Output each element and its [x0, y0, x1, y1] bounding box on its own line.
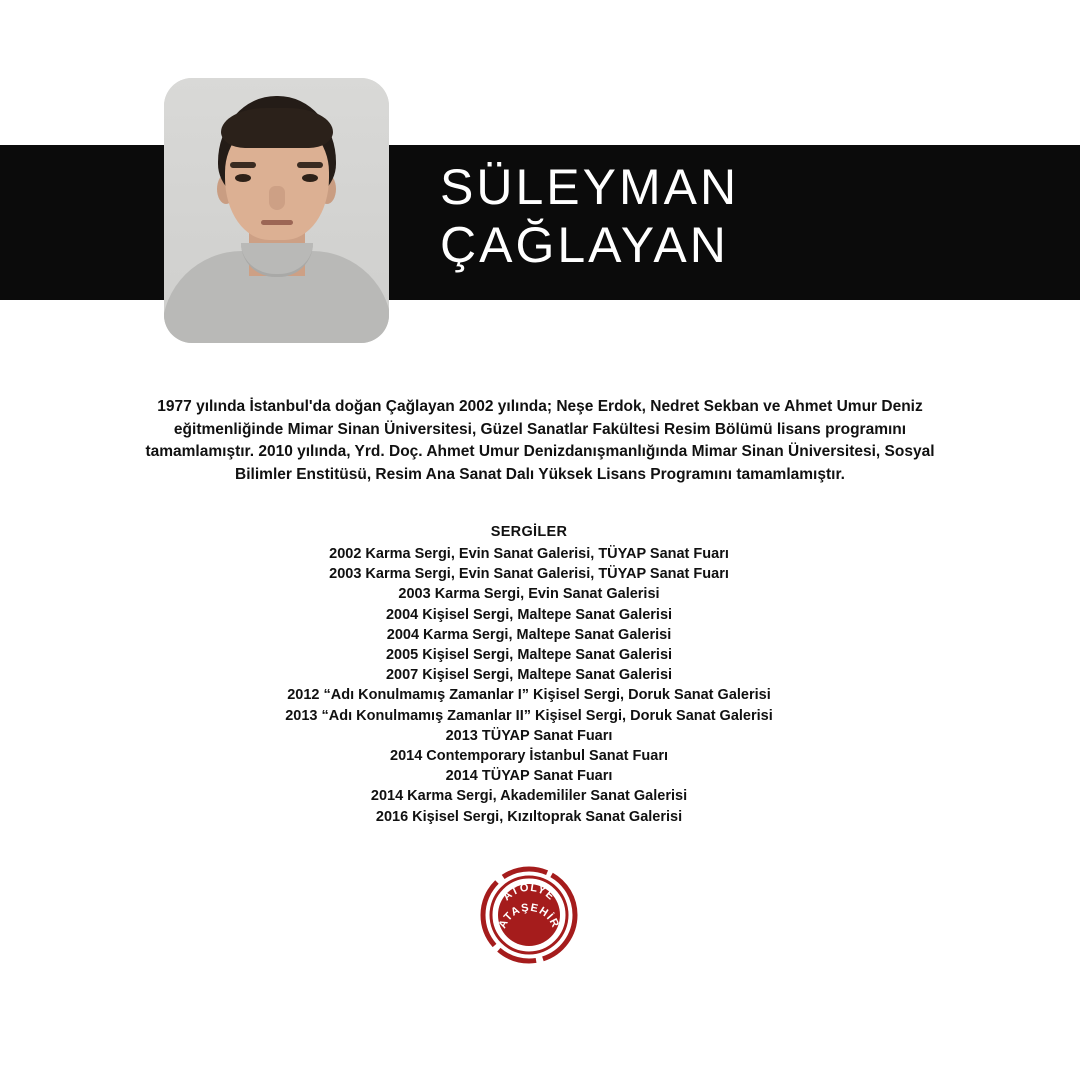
list-item: 2003 Karma Sergi, Evin Sanat Galerisi, TÜYAP Sanat Fuarı — [329, 566, 729, 583]
list-item: 2012 “Adı Konulmamış Zamanlar I” Kişisel Sergi, Doruk Sanat Galerisi — [287, 687, 771, 704]
artist-name-last: ÇAĞLAYAN — [440, 217, 729, 273]
list-item: 2014 TÜYAP Sanat Fuarı — [445, 768, 613, 785]
list-item: 2014 Contemporary İstanbul Sanat Fuarı — [390, 748, 668, 765]
list-item: 2004 Kişisel Sergi, Maltepe Sanat Galerisi — [385, 606, 673, 623]
artist-name — [440, 158, 1060, 274]
stamp-line-1: ATÖLYE — [500, 881, 558, 904]
list-item: 2013 “Adı Konulmamış Zamanlar II” Kişisel Sergi, Doruk Sanat Galerisi — [285, 707, 773, 724]
portrait-nose — [269, 186, 285, 210]
list-item: 2004 Karma Sergi, Maltepe Sanat Galerisi — [386, 626, 672, 643]
portrait-mouth — [261, 220, 293, 225]
exhibitions-list — [140, 544, 918, 827]
artist-biography: 1977 yılında İstanbul'da doğan Çağlayan 2002 yılında; Neşe Erdok, Nedret Sekban ve Ahmet Umur Deniz eğitmenliğinde Mimar Sinan Üniversitesi, Güzel Sanatlar Fakültesi Resim Bölümü lisans programını tamamlamıştır. 2010 yılında, Yrd. Doç. Ahmet Umur Denizdanışmanlığında Mimar Sinan Üniversitesi, Sosyal Bilimler Enstitüsü, Resim Ana Sanat Dalı Yüksek Lisans Programını tamamlamıştır. — [145, 398, 935, 483]
list-item: 2014 Karma Sergi, Akademililer Sanat Galerisi — [370, 788, 688, 805]
artist-name-first: SÜLEYMAN — [440, 159, 740, 215]
artist-portrait — [164, 78, 389, 343]
list-item: 2007 Kişisel Sergi, Maltepe Sanat Galerisi — [385, 667, 673, 684]
portrait-brow-right — [297, 162, 323, 168]
list-item: 2013 TÜYAP Sanat Fuarı — [445, 727, 613, 744]
list-item: 2003 Karma Sergi, Evin Sanat Galerisi — [398, 586, 660, 603]
list-item: 2002 Karma Sergi, Evin Sanat Galerisi, TÜYAP Sanat Fuarı — [329, 546, 729, 562]
portrait-eye-left — [235, 174, 251, 182]
portrait-brow-left — [230, 162, 256, 168]
exhibitions-heading: SERGİLER — [490, 524, 568, 540]
stamp-line-2: ATAŞEHİR — [496, 901, 562, 931]
portrait-fringe — [221, 108, 333, 148]
portrait-photo — [164, 78, 389, 343]
portrait-eye-right — [302, 174, 318, 182]
atolye-atasehir-stamp-logo — [478, 864, 580, 966]
list-item: 2016 Kişisel Sergi, Kızıltoprak Sanat Galerisi — [375, 808, 683, 825]
list-item: 2005 Kişisel Sergi, Maltepe Sanat Galerisi — [385, 647, 673, 664]
